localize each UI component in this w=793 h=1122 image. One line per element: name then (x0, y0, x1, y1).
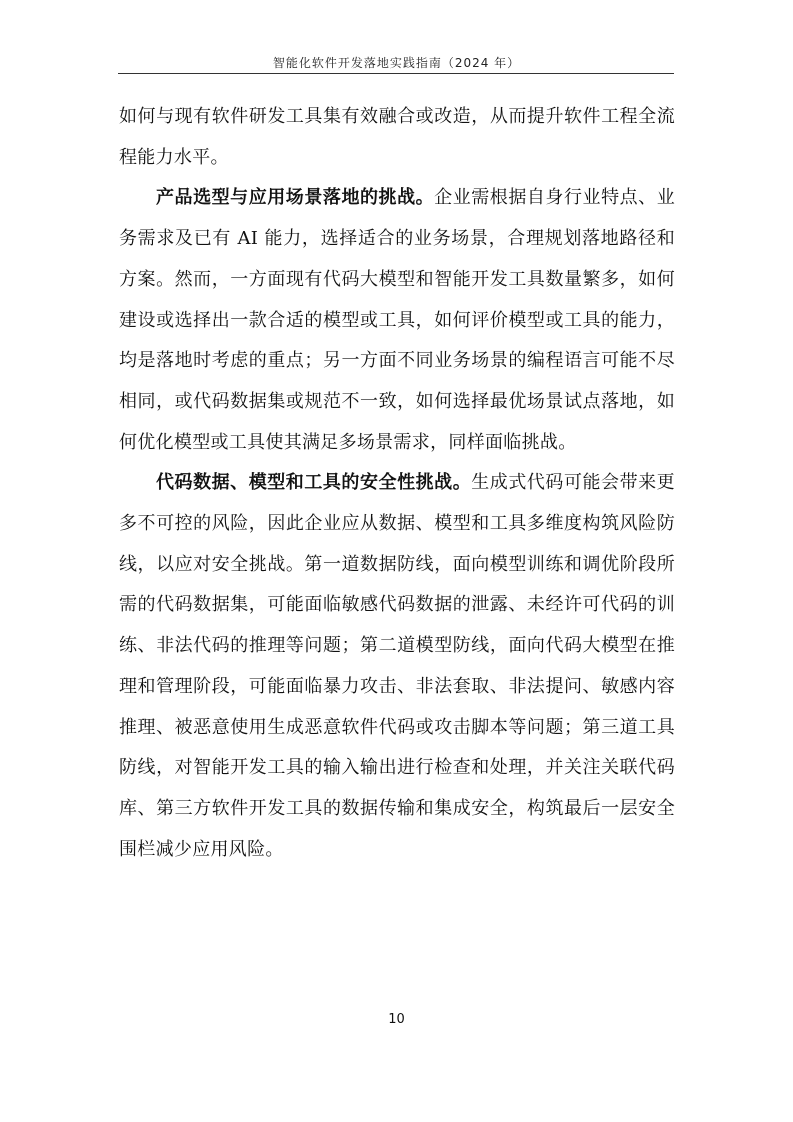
paragraph-security (119, 463, 675, 870)
header-rule (118, 73, 674, 74)
paragraph-text: 企业需根据自身行业特点、业务需求及已有 AI 能力，选择适合的业务场景，合理规划落地路径和方案。然而，一方面现有代码大模型和智能开发工具数量繁多，如何建设或选择出一款合适的模型或工具，如何评价模型或工具的能力，均是落地时考虑的重点；另一方面不同业务场景的编程语言可能不尽相同，或代码数据集或规范不一致，如何选择最优场景试点落地，如何优化模型或工具使其满足多场景需求，同样面临挑战。 (119, 187, 676, 453)
paragraph-product-selection (119, 178, 675, 463)
running-header: 智能化软件开发落地实践指南（2024 年） (272, 56, 521, 70)
paragraph-continuation (119, 97, 675, 178)
paragraph-lead-heading: 代码数据、模型和工具的安全性挑战。 (156, 472, 472, 494)
paragraph-text: 如何与现有软件研发工具集有效融合或改造，从而提升软件工程全流程能力水平。 (119, 106, 675, 168)
body-text (119, 97, 675, 870)
page-number: 10 (388, 1012, 405, 1027)
paragraph-lead-heading: 产品选型与应用场景落地的挑战。 (156, 187, 435, 209)
paragraph-text: 生成式代码可能会带来更多不可控的风险，因此企业应从数据、模型和工具多维度构筑风险防线，以应对安全挑战。第一道数据防线，面向模型训练和调优阶段所需的代码数据集，可能面临敏感代码数据的泄露、未经许可代码的训练、非法代码的推理等问题；第二道模型防线，面向代码大模型在推理和管理阶段，可能面临暴力攻击、非法套取、非法提问、敏感内容推理、被恶意使用生成恶意软件代码或攻击脚本等问题；第三道工具防线，对智能开发工具的输入输出进行检查和处理，并关注关联代码库、第三方软件开发工具的数据传输和集成安全，构筑最后一层安全围栏减少应用风险。 (119, 472, 675, 860)
